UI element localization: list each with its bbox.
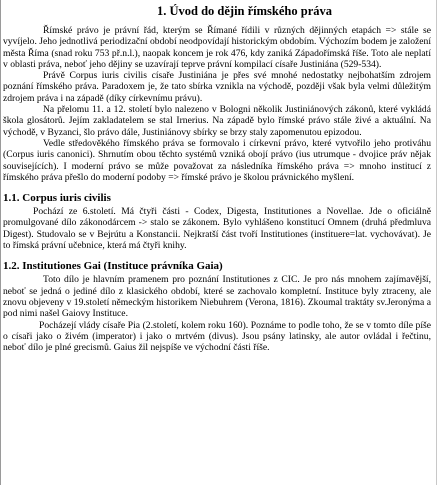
- section-paragraph-gai-1: Toto dílo je hlavním pramenem pro poznání Institutiones z CIC. Je pro nás mnohem zajímavější, neboť se jedná o jediné dílo z klasického období, které se zachovalo kompletní. Instituce byly ztraceny, ale znovu objeveny v 19.století německým historikem Niebuhrem (Verona, 1816). Zkoumal traktáty sv.Jeronýma a pod nimi našel Gaiovy Instituce.: [3, 274, 431, 320]
- section-heading-corpus: 1.1. Corpus iuris civilis: [3, 192, 111, 205]
- page-left-border: [0, 0, 1, 485]
- intro-paragraph-1: Římské právo je právní řád, kterým se Římané řídili v různých dějinných etapách => stále se vyvíjelo. Jeho jednotlivá periodizační období neodpovídají historickým obdobím. Výchozím bodem je založení města Říma (snad roku 753 př.n.l.), naopak koncem je rok 476, kdy zaniká Západořímská říše. Toto ale neplatí v oblasti práva, neboť jeho dějiny se uzavírají teprve právní kompilací císaře Justiniána (529-534).: [3, 25, 431, 70]
- section-heading-institutiones-gai: 1.2. Institutiones Gai (Instituce právníka Gaia): [3, 260, 223, 273]
- intro-paragraph-4: Vedle středověkého římského práva se formovalo i církevní právo, které vytvořilo jeho protiváhu (Corpus iuris canonici). Shrnutím obou těchto systémů vzniká obojí právo (ius utrumque - dvojice práv nějak souvisejících). I moderní právo se může považovat za následníka římského práva => mnoho institucí z římského práva přešlo do moderní podoby => římské právo je školou právnického myšlení.: [3, 137, 431, 183]
- section-paragraph-gai-2: Pocházejí vlády císaře Pia (2.století, kolem roku 160). Poznáme to podle toho, že se v tomto díle píše o císaři jako o živém (imperator) i jako o mrtvém (divus). Jsou psány latinsky, ale autor ovládal i řečtinu, neboť dílo je plné grecismů. Gaius žil nejspíše ve východní části říše.: [3, 319, 431, 354]
- intro-paragraph-2: Právě Corpus iuris civilis císaře Justiniána je přes své mnohé nedostatky nejbohatším zdrojem poznání římského práva. Paradoxem je, že tato sbírka vznikla na východě, později však byla velmi důležitým zdrojem práva i na západě (díky církevnímu právu).: [3, 70, 431, 104]
- document-body: [0, 25, 437, 183]
- chapter-title: 1. Úvod do dějin římského práva: [156, 4, 333, 18]
- intro-paragraph-3: Na přelomu 11. a 12. století bylo nalezeno v Bologni několik Justiniánových zákonů, které vykládá škola glosátorů. Jejím zakladatelem se stal Irnerius. Na západě bylo římské právo stále živé a aktuální. Na východě, v Byzanci, šlo právo dále, Justiniánovy sbírky se brzy staly zapomenutou epizodou.: [3, 104, 431, 138]
- section-body-institutiones-gai: [0, 274, 437, 353]
- section-body-corpus: [0, 206, 437, 251]
- section-paragraph-corpus: Pochází ze 6.století. Má čtyři části - Codex, Digesta, Institutiones a Novellae. Jde o oficiálně promulgované dílo zákonodárcem -> stalo se zákonem. Bylo vyhlášeno konstitucí Omnem (druhá předmluva Digest). Studovalo se v Bejrútu a Konstancii. Nejkratší část tvoří Institutiones (instituere=lat. vychovávat). Je to římská právní učebnice, která má čtyři knihy.: [3, 206, 431, 252]
